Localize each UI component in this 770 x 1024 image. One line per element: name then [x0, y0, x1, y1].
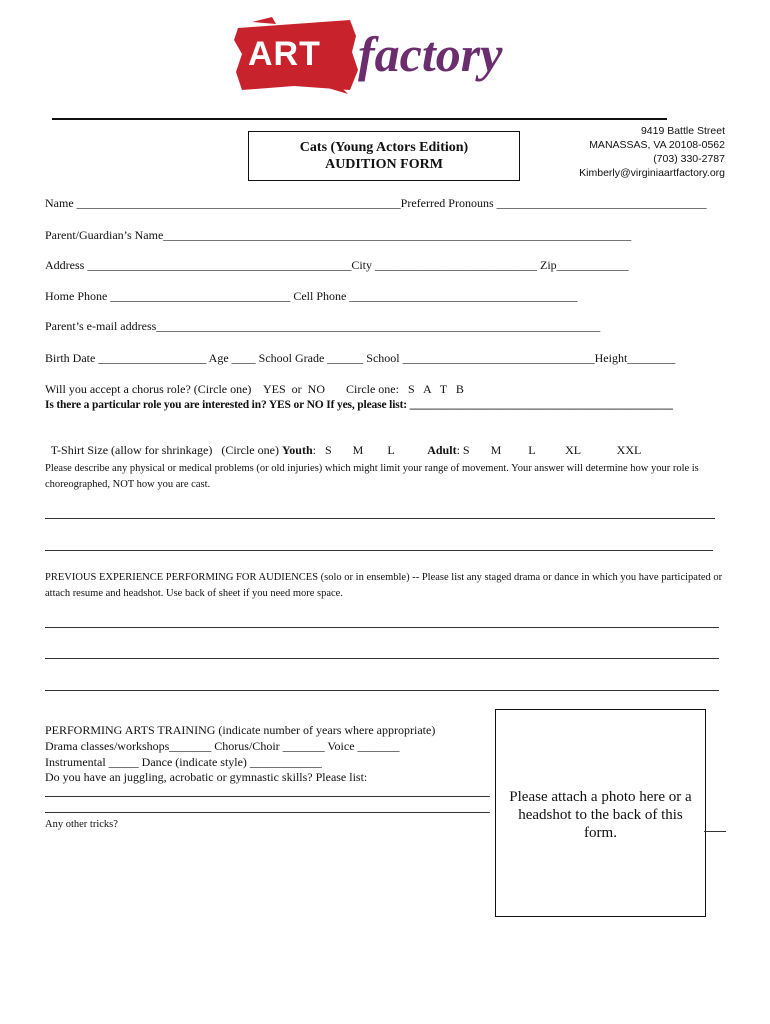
logo-art-text: ART — [248, 35, 321, 73]
training-instrumental-dance[interactable]: Instrumental _____ Dance (indicate style) ____________ — [45, 755, 322, 769]
skills-answer-line-1[interactable] — [45, 796, 490, 797]
tshirt-size-row[interactable] — [45, 429, 641, 457]
experience-answer-line-2[interactable] — [45, 658, 719, 659]
tshirt-prefix: T-Shirt Size (allow for shrinkage) (Circle one) — [50, 443, 282, 457]
address-field[interactable]: Address ____________________________________________City ___________________________ Zip____________ — [45, 258, 629, 272]
photo-attach-box[interactable] — [495, 709, 706, 917]
phone-fields[interactable]: Home Phone ______________________________ Cell Phone ______________________________________ — [45, 289, 578, 303]
tshirt-youth-label: Youth — [281, 443, 313, 457]
form-title-line2: AUDITION FORM — [325, 157, 443, 172]
address-street: 9419 Battle Street — [640, 125, 725, 137]
medical-answer-line-2[interactable] — [45, 550, 713, 551]
photo-attach-instructions: Please attach a photo here or a headshot to the back of this form. — [509, 789, 692, 841]
skills-answer-line-2[interactable] — [45, 812, 490, 813]
address-block — [579, 124, 725, 180]
birth-date-row[interactable]: Birth Date __________________ Age ____ School Grade ______ School ________________________________Height________ — [45, 351, 676, 365]
parent-guardian-field[interactable]: Parent/Guardian’s Name______________________________________________________________________________ — [45, 228, 632, 242]
experience-answer-line-3[interactable] — [45, 690, 719, 691]
medical-prompt: Please describe any physical or medical problems (or old injuries) which might limit your range of movement. Your answer will determine how your role is choreographed, NOT how you are cast. — [45, 463, 699, 490]
training-heading: PERFORMING ARTS TRAINING (indicate number of years where appropriate) — [45, 723, 436, 737]
experience-answer-line-1[interactable] — [45, 627, 719, 628]
logo-factory-text: factory — [358, 26, 503, 82]
other-tricks-label: Any other tricks? — [45, 819, 118, 830]
tshirt-adult-sizes[interactable]: : S M L XL XXL — [456, 443, 642, 457]
header-rule — [52, 118, 667, 120]
medical-answer-line-1[interactable] — [45, 518, 715, 519]
experience-prompt: PREVIOUS EXPERIENCE PERFORMING FOR AUDIENCES (solo or in ensemble) -- Please list any staged drama or dance in which you have participated or attach resume and headshot. Use back of sheet if you need more space. — [45, 572, 723, 599]
logo — [232, 14, 507, 94]
parent-email-field[interactable]: Parent’s e-mail address__________________________________________________________________________ — [45, 319, 601, 333]
form-title-box — [248, 131, 520, 181]
address-city: MANASSAS, VA 20108-0562 — [589, 139, 725, 151]
address-email: Kimberly@virginiaartfactory.org — [579, 167, 725, 179]
tshirt-youth-sizes[interactable]: : S M L — [312, 443, 428, 457]
name-field[interactable]: Name ______________________________________________________Preferred Pronouns ___________________________________ — [45, 196, 707, 210]
training-drama-chorus-voice[interactable]: Drama classes/workshops_______ Chorus/Choir _______ Voice _______ — [45, 739, 400, 753]
address-phone: (703) 330-2787 — [653, 153, 725, 165]
role-interest-question[interactable]: Is there a particular role you are interested in? YES or NO If yes, please list: _______________________________________________ — [45, 399, 673, 411]
tricks-answer-line[interactable] — [704, 831, 726, 832]
chorus-question[interactable]: Will you accept a chorus role? (Circle one) YES or NO Circle one: S A T B — [45, 382, 464, 396]
tshirt-adult-label: Adult — [427, 443, 457, 457]
training-skills-question: Do you have an juggling, acrobatic or gymnastic skills? Please list: — [45, 770, 368, 784]
form-title-line1: Cats (Young Actors Edition) — [299, 140, 469, 155]
